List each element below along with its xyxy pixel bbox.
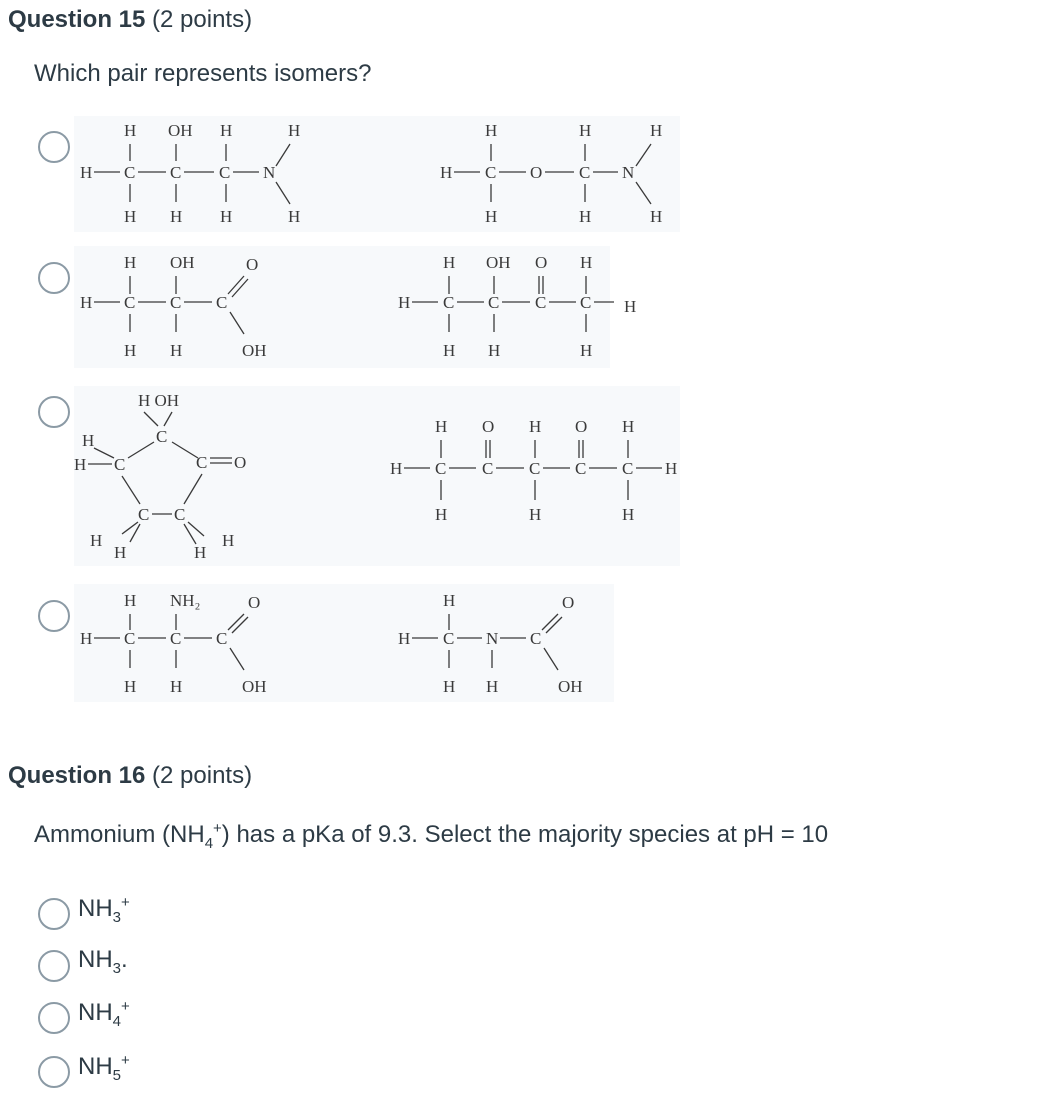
atom-label: H <box>435 417 448 436</box>
choice-superscript: + <box>121 998 130 1015</box>
q15-option-2-terminal-h <box>604 294 644 316</box>
atom-label: O <box>575 417 588 436</box>
atom-label: NH₂ <box>170 591 201 610</box>
question-number: Question 15 <box>8 6 146 33</box>
atom-label: H <box>114 543 127 562</box>
atom-label: H <box>440 163 453 182</box>
atom-label: N <box>263 163 276 182</box>
atom-label: C <box>216 629 228 648</box>
atom-label: OH <box>242 341 267 360</box>
choice-subscript: 5 <box>112 1066 122 1084</box>
atom-label: H <box>170 677 183 696</box>
atom-label: H <box>485 121 498 140</box>
atom-label: H <box>80 293 93 312</box>
choice-subscript: 3 <box>112 908 122 926</box>
atom-label: H <box>124 207 137 226</box>
atom-label: C <box>485 163 497 182</box>
atom-label: C <box>170 293 182 312</box>
atom-label: H <box>624 297 637 316</box>
choice-subscript: 3 <box>112 959 122 977</box>
atom-label: H <box>486 677 499 696</box>
prompt-text: ) has a pKa of 9.3. Select the majority species at pH = 10 <box>221 821 829 848</box>
atom-label: H <box>650 207 663 226</box>
choice-base: NH <box>78 895 113 922</box>
atom-label: O <box>562 593 575 612</box>
atom-label: H <box>124 121 137 140</box>
choice-base: NH <box>78 1053 113 1080</box>
atom-label: C <box>443 293 455 312</box>
q15-option-3-radio[interactable] <box>38 396 70 428</box>
atom-label: H <box>222 531 235 550</box>
atom-label: C <box>535 293 547 312</box>
atom-label: H <box>580 341 593 360</box>
atom-label: C <box>580 293 592 312</box>
question-15-prompt: Which pair represents isomers? <box>34 60 372 87</box>
q15-option-2-radio[interactable] <box>38 262 70 294</box>
atom-label: C <box>174 505 186 524</box>
atom-label: H <box>170 341 183 360</box>
question-15-title <box>8 6 252 34</box>
atom-label: OH <box>170 253 195 272</box>
choice-base: NH <box>78 946 113 973</box>
q16-choice-4-radio[interactable] <box>38 1056 70 1088</box>
atom-label: C <box>124 629 136 648</box>
atom-label: C <box>579 163 591 182</box>
choice-tail: . <box>121 946 128 973</box>
atom-label: H <box>529 505 542 524</box>
q16-choice-1-radio[interactable] <box>38 898 70 930</box>
prompt-superscript: + <box>213 820 222 837</box>
atom-label: N <box>622 163 635 182</box>
atom-label: OH <box>558 677 583 696</box>
question-number: Question 16 <box>8 762 146 789</box>
atom-label: H <box>124 591 137 610</box>
atom-label: O <box>246 255 259 274</box>
atom-label: C <box>219 163 231 182</box>
atom-label: C <box>529 459 541 478</box>
atom-label: H <box>650 121 663 140</box>
atom-label: C <box>124 163 136 182</box>
atom-label: H <box>443 341 456 360</box>
atom-label: H <box>288 207 301 226</box>
atom-label: C <box>156 427 168 446</box>
atom-label: H <box>665 459 678 478</box>
atom-label: H <box>398 629 411 648</box>
q16-choice-2-radio[interactable] <box>38 950 70 982</box>
atom-label: H <box>443 591 456 610</box>
atom-label: C <box>482 459 494 478</box>
atom-label: H <box>82 431 95 450</box>
atom-label: H <box>80 629 93 648</box>
atom-label: H <box>398 293 411 312</box>
atom-label: H <box>579 121 592 140</box>
question-points: (2 points) <box>152 6 253 33</box>
atom-label: OH <box>486 253 511 272</box>
question-16-prompt <box>34 820 828 852</box>
atom-label: C <box>435 459 447 478</box>
atom-label: O <box>234 453 247 472</box>
atom-label: C <box>575 459 587 478</box>
q16-choice-3-radio[interactable] <box>38 1002 70 1034</box>
q15-option-1-structures <box>74 116 680 232</box>
atom-label: C <box>443 629 455 648</box>
atom-label: C <box>488 293 500 312</box>
choice-superscript: + <box>121 1052 130 1069</box>
atom-label: H <box>80 163 93 182</box>
choice-superscript: + <box>121 894 130 911</box>
atom-label: H OH <box>138 391 180 410</box>
atom-label: H <box>443 677 456 696</box>
atom-label: H <box>579 207 592 226</box>
atom-label: H <box>529 417 542 436</box>
q15-option-2-structures <box>74 246 610 368</box>
atom-label: O <box>535 253 548 272</box>
atom-label: OH <box>168 121 193 140</box>
prompt-text: Ammonium (NH <box>34 821 205 848</box>
atom-label: H <box>220 207 233 226</box>
atom-label: C <box>170 163 182 182</box>
atom-label: H <box>124 253 137 272</box>
atom-label: C <box>138 505 150 524</box>
question-16-title <box>8 762 252 790</box>
atom-label: C <box>124 293 136 312</box>
prompt-subscript: 4 <box>204 834 214 852</box>
atom-label: N <box>486 629 499 648</box>
atom-label: O <box>248 593 261 612</box>
atom-label: H <box>124 677 137 696</box>
atom-label: C <box>114 455 126 474</box>
atom-label: H <box>488 341 501 360</box>
q16-choice-2-label[interactable] <box>78 946 128 977</box>
choice-subscript: 4 <box>112 1012 122 1030</box>
q15-option-3-structures <box>74 386 680 566</box>
atom-label: C <box>196 453 208 472</box>
q15-option-4-radio[interactable] <box>38 600 70 632</box>
atom-label: H <box>443 253 456 272</box>
q15-option-4-structures <box>74 584 614 702</box>
atom-label: OH <box>242 677 267 696</box>
q16-choice-1-label[interactable] <box>78 894 130 926</box>
atom-label: O <box>530 163 543 182</box>
atom-label: H <box>74 455 87 474</box>
atom-label: C <box>216 293 228 312</box>
atom-label: C <box>530 629 542 648</box>
atom-label: H <box>288 121 301 140</box>
atom-label: H <box>580 253 593 272</box>
atom-label: H <box>90 531 103 550</box>
atom-label: H <box>170 207 183 226</box>
atom-label: H <box>194 543 207 562</box>
question-points: (2 points) <box>152 762 253 789</box>
atom-label: H <box>622 417 635 436</box>
atom-label: H <box>435 505 448 524</box>
atom-label: H <box>390 459 403 478</box>
atom-label: H <box>124 341 137 360</box>
q16-choice-3-label[interactable] <box>78 998 130 1030</box>
atom-label: H <box>622 505 635 524</box>
atom-label: C <box>170 629 182 648</box>
atom-label: C <box>622 459 634 478</box>
atom-label: H <box>220 121 233 140</box>
q15-option-1-radio[interactable] <box>38 131 70 163</box>
atom-label: H <box>485 207 498 226</box>
atom-label: O <box>482 417 495 436</box>
q16-choice-4-label[interactable] <box>78 1052 130 1084</box>
choice-base: NH <box>78 999 113 1026</box>
